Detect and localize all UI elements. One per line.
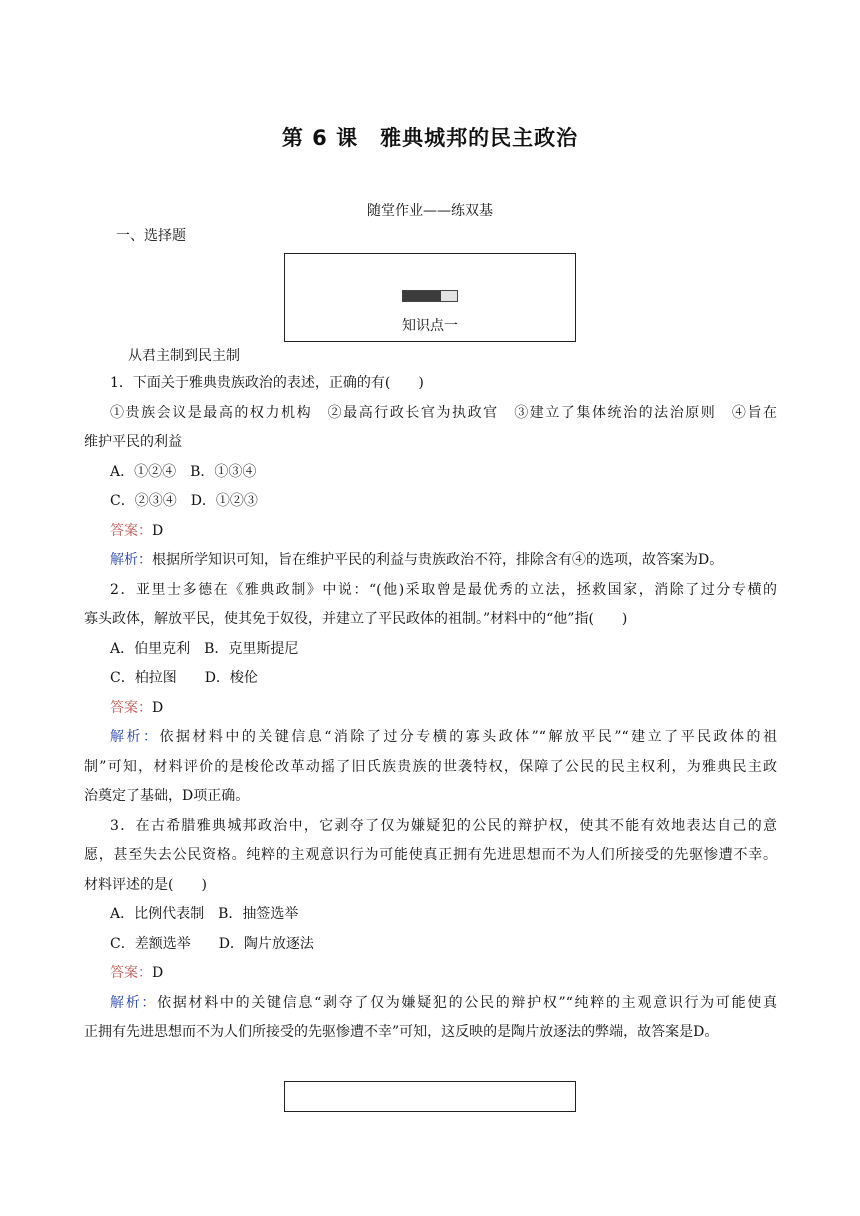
- explanation-label: 解析：: [110, 995, 158, 1011]
- q3-options-ab: A．比例代表制 B．抽签选举: [110, 906, 299, 922]
- explanation-text: 依据材料中的关键信息“剥夺了仅为嫌疑犯的公民的辩护权”“纯粹的主观意识行为可能使真: [157, 995, 777, 1011]
- knowledge-point-label: 知识点一: [402, 318, 458, 334]
- section-heading: 一、选择题: [116, 228, 186, 244]
- page-title: 第 6 课 雅典城邦的民主政治: [281, 126, 579, 150]
- explanation-label: 解析：: [110, 552, 152, 568]
- answer-value: D: [152, 700, 164, 716]
- q1-options-ab: A．①②④ B．①③④: [110, 464, 257, 480]
- q1-statement-line: 维护平民的利益: [84, 434, 182, 450]
- explanation-label: 解析：: [110, 729, 160, 745]
- answer-label: 答案：: [110, 700, 152, 716]
- q1-explanation: [110, 550, 723, 570]
- q3-explanation-line: 正拥有先进思想而不为人们所接受的先驱惨遭不幸”可知，这反映的是陶片放逐法的弊端，故答案是D。: [84, 1024, 719, 1040]
- q3-stem-line: 材料评述的是( ): [84, 877, 207, 893]
- q1-options-cd: C．②③④ D．①②③: [110, 493, 258, 509]
- q3-explanation: [110, 993, 777, 1013]
- q2-answer: [110, 698, 163, 718]
- q2-explanation-line: 制”可知，材料评价的是梭伦改革动摇了旧氏族贵族的世袭特权，保障了公民的民主权利，为雅典民主政: [84, 759, 777, 775]
- q3-options-cd: C．差额选举 D．陶片放逐法: [110, 936, 314, 952]
- answer-label: 答案：: [110, 523, 152, 539]
- q2-stem-line: 2．亚里士多德在《雅典政制》中说：“(他)采取曾是最优秀的立法，拯救国家，消除了过分专横的: [110, 582, 777, 598]
- answer-value: D: [152, 965, 164, 981]
- explanation-text: 依据材料中的关键信息“消除了过分专横的寡头政体”“解放平民”“建立了平民政体的祖: [159, 729, 777, 745]
- q2-explanation-line: 治奠定了基础，D项正确。: [84, 788, 250, 804]
- q2-options-cd: C．柏拉图 D．梭伦: [110, 670, 258, 686]
- section-subtitle: 随堂作业——练双基: [367, 203, 493, 219]
- q1-answer: [110, 521, 163, 541]
- q3-answer: [110, 963, 163, 983]
- q1-stem: 1．下面关于雅典贵族政治的表述，正确的有( ): [110, 375, 424, 391]
- knowledge-progress-bar: [402, 290, 458, 302]
- q2-explanation: [110, 727, 777, 747]
- answer-value: D: [152, 523, 164, 539]
- q2-stem-line: 寡头政体，解放平民，使其免于奴役，并建立了平民政体的祖制。”材料中的“他”指( ): [84, 611, 628, 627]
- q1-statement-line: ①贵族会议是最高的权力机构 ②最高行政长官为执政官 ③建立了集体统治的法治原则 ④旨在: [110, 405, 777, 421]
- answer-label: 答案：: [110, 965, 152, 981]
- q2-options-ab: A．伯里克利 B．克里斯提尼: [110, 641, 299, 657]
- progress-fill: [403, 291, 441, 301]
- topic-heading: 从君主制到民主制: [128, 348, 240, 364]
- q3-stem-line: 3．在古希腊雅典城邦政治中，它剥夺了仅为嫌疑犯的公民的辩护权，使其不能有效地表达自己的意: [110, 818, 777, 834]
- explanation-text: 根据所学知识可知，旨在维护平民的利益与贵族政治不符，排除含有④的选项，故答案为D。: [152, 552, 724, 568]
- empty-box: [284, 1081, 576, 1112]
- q3-stem-line: 愿，甚至失去公民资格。纯粹的主观意识行为可能使真正拥有先进思想而不为人们所接受的先驱惨遭不幸。: [84, 847, 777, 863]
